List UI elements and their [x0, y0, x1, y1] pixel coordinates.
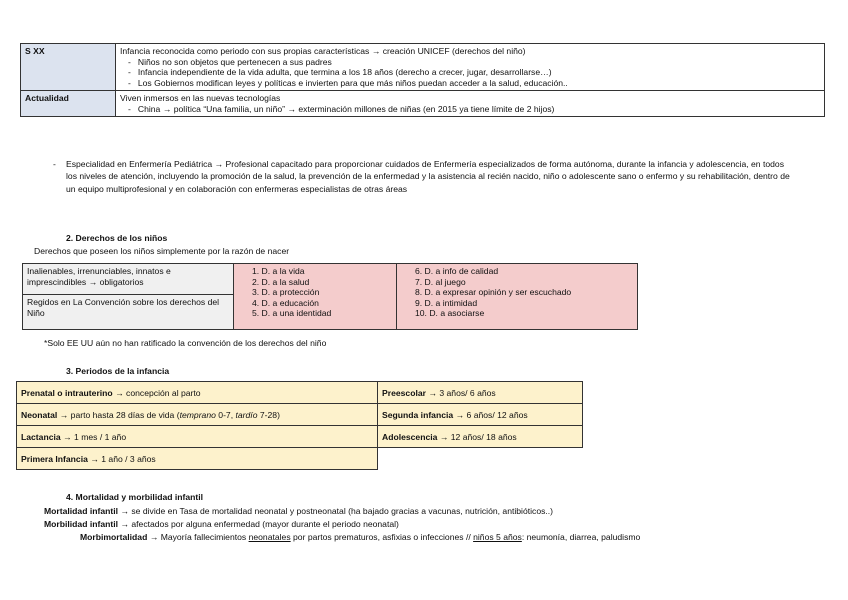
list-item: 3. D. a protección [252, 287, 320, 297]
row-key: S XX [21, 44, 116, 91]
list-item: 5. D. a una identidad [252, 308, 332, 318]
table-row [17, 426, 583, 448]
periodo-cell: Primera Infancia → 1 año / 3 años [17, 448, 378, 470]
table-row [23, 264, 638, 295]
empty-cell [378, 448, 583, 470]
list-item: 8. D. a expresar opinión y ser escuchado [415, 287, 572, 297]
bullet-list [120, 57, 820, 89]
periodo-cell: Prenatal o intrauterino → concepción al parto [17, 382, 378, 404]
especialidad-paragraph [53, 158, 796, 195]
periodo-cell: Preescolar → 3 años/ 6 años [378, 382, 583, 404]
mortalidad-heading: 4. Mortalidad y morbilidad infantil [66, 492, 204, 502]
list-item: 2. D. a la salud [252, 276, 310, 287]
morbimortalidad-line: Morbimortalidad → Mayoría fallecimientos neonatales por partos prematuros, asfixias o infecciones // niños 5 años: neumonía, diarrea, paludismo [80, 532, 641, 542]
derechos-heading: 2. Derechos de los niños [66, 233, 168, 243]
periodo-cell: Lactancia → 1 mes / 1 año [17, 426, 378, 448]
list-item: - Los Gobiernos modifican leyes y políticas e invierten para que más niños puedan acceder a la salud, educación.. [140, 78, 820, 89]
periodos-heading: 3. Periodos de la infancia [66, 366, 170, 376]
row-intro: Viven inmersos en las nuevas tecnologías [120, 93, 281, 103]
list-item: 7. D. al juego [415, 276, 466, 287]
list-item: 9. D. a intimidad [415, 297, 478, 308]
bullet-list [120, 104, 820, 115]
table-row [17, 404, 583, 426]
table-row [21, 44, 825, 91]
especialidad-text: Especialidad en Enfermería Pediátrica → Profesional capacitado para proporcionar cuidados de Enfermería especializados de forma autónoma, durante la infancia y adolescencia, en todos los niveles de atención, incluyendo la promoción de la salud, la prevención de la enfermedad y la asistencia al recién nacido, niño o adolescente sano o enfermo y su rehabilitación, dentro de un equipo multiprofesional y en colaboración con enfermeras especialistas de otras áreas [66, 159, 790, 194]
row-content [116, 44, 825, 91]
bullet-dash: - [53, 159, 56, 169]
list-item: - Infancia independiente de la vida adulta, que termina a los 18 años (derecho a crecer, jugar, desarrollarse…) [140, 67, 820, 78]
list-item: - Niños no son objetos que pertenecen a sus padres [140, 57, 820, 68]
periodo-cell: Segunda infancia → 6 años/ 12 años [378, 404, 583, 426]
derechos-subtitle: Derechos que poseen los niños simplemente por la razón de nacer [34, 246, 290, 256]
row-key: Actualidad [21, 91, 116, 117]
table-row [17, 382, 583, 404]
list-item: 1. D. a la vida [252, 266, 305, 276]
periodos-table [16, 381, 583, 470]
derechos-col2 [397, 264, 638, 330]
historia-table [20, 43, 825, 117]
table-row [21, 91, 825, 117]
row-intro: Infancia reconocida como periodo con sus propias características → creación UNICEF (derechos del niño) [120, 46, 526, 56]
morbilidad-line: Morbilidad infantil → afectados por alguna enfermedad (mayor durante el periodo neonatal) [44, 519, 399, 529]
table-row [17, 448, 583, 470]
row-content [116, 91, 825, 117]
derechos-left-cell: Regidos en La Convención sobre los derechos del Niño [23, 295, 234, 330]
derechos-col1 [234, 264, 397, 330]
periodo-cell: Neonatal → parto hasta 28 días de vida (temprano 0-7, tardío 7-28) [17, 404, 378, 426]
periodo-cell: Adolescencia → 12 años/ 18 años [378, 426, 583, 448]
derechos-table [22, 263, 638, 330]
list-item: 10. D. a asociarse [415, 308, 485, 318]
list-item: - China → política “Una familia, un niño” → exterminación millones de niñas (en 2015 ya tiene límite de 2 hijos) [140, 104, 820, 115]
mortalidad-line: Mortalidad infantil → se divide en Tasa de mortalidad neonatal y postneonatal (ha bajado gracias a vacunas, nutrición, antibióticos..) [44, 506, 554, 516]
list-item: 6. D. a info de calidad [415, 266, 499, 276]
derechos-left-cell: Inalienables, irrenunciables, innatos e imprescindibles → obligatorios [23, 264, 234, 295]
list-item: 4. D. a educación [252, 297, 319, 308]
derechos-note: *Solo EE UU aún no han ratificado la convención de los derechos del niño [44, 338, 327, 348]
